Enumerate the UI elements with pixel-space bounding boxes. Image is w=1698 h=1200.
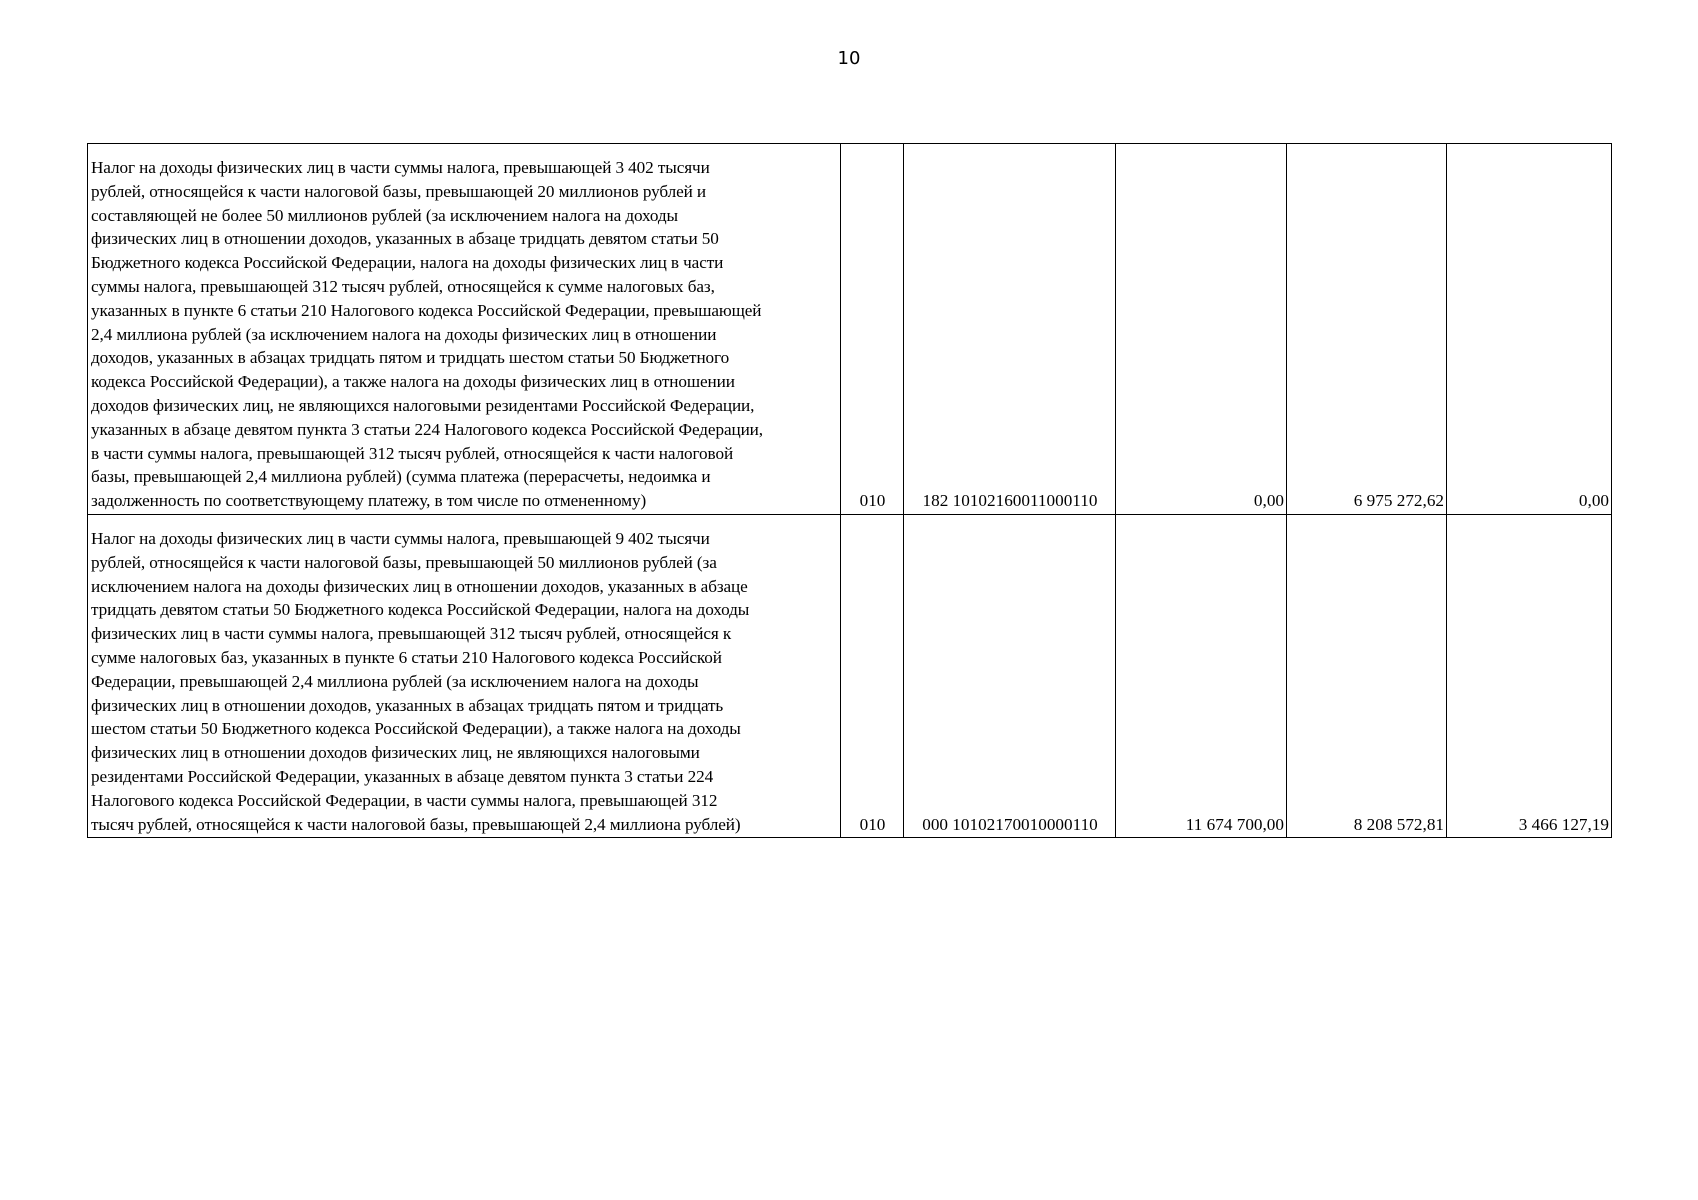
- description-line: Налогового кодекса Российской Федерации, в части суммы налога, превышающей 312: [91, 790, 718, 810]
- description-line: Федерации, превышающей 2,4 миллиона рублей (за исключением налога на доходы: [91, 671, 699, 691]
- description-line: указанных в абзаце девятом пункта 3 статьи 224 Налогового кодекса Российской Федерации,: [91, 419, 763, 439]
- line-code-cell: 010: [841, 144, 904, 515]
- approved-amount-cell: 0,00: [1116, 144, 1287, 515]
- description-line: физических лиц в отношении доходов, указанных в абзацах тридцать пятом и тридцать: [91, 695, 724, 715]
- description-line: Налог на доходы физических лиц в части суммы налога, превышающей 3 402 тысячи: [91, 158, 710, 177]
- executed-amount-cell: 6 975 272,62: [1287, 144, 1447, 515]
- page-number: 10: [837, 48, 861, 69]
- description-line: физических лиц в отношении доходов физических лиц, не являющихся налоговыми: [91, 743, 700, 763]
- description-line: доходов, указанных в абзацах тридцать пятом и тридцать шестом статьи 50 Бюджетного: [91, 348, 730, 368]
- approved-amount-cell: 11 674 700,00: [1116, 514, 1287, 837]
- description-line: физических лиц в отношении доходов, указанных в абзаце тридцать девятом статьи 50: [91, 229, 719, 249]
- description-line: тридцать девятом статьи 50 Бюджетного кодекса Российской Федерации, налога на доходы: [91, 600, 750, 620]
- description-line: сумме налоговых баз, указанных в пункте 6 статьи 210 Налогового кодекса Российской: [91, 647, 722, 667]
- income-description: [88, 144, 841, 515]
- description-line: шестом статьи 50 Бюджетного кодекса Российской Федерации), а также налога на доходы: [91, 719, 741, 739]
- unexecuted-amount-cell: 0,00: [1447, 144, 1612, 515]
- income-table: [87, 143, 1612, 838]
- description-line: в части суммы налога, превышающей 312 тысяч рублей, относящейся к части налоговой: [91, 443, 734, 463]
- description-line: задолженность по соответствующему платежу, в том числе по отмененному): [91, 491, 647, 511]
- description-line: указанных в пункте 6 статьи 210 Налогового кодекса Российской Федерации, превышающей: [91, 300, 762, 320]
- description-line: физических лиц в части суммы налога, превышающей 312 тысяч рублей, относящейся к: [91, 624, 732, 644]
- table-body: [88, 144, 1612, 838]
- description-line: базы, превышающей 2,4 миллиона рублей) (сумма платежа (перерасчеты, недоимка и: [91, 467, 711, 487]
- description-line: рублей, относящейся к части налоговой базы, превышающей 50 миллионов рублей (за: [91, 552, 717, 572]
- description-line: составляющей не более 50 миллионов рублей (за исключением налога на доходы: [91, 205, 678, 225]
- description-line: суммы налога, превышающей 312 тысяч рублей, относящейся к сумме налоговых баз,: [91, 276, 715, 296]
- description-line: Бюджетного кодекса Российской Федерации, налога на доходы физических лиц в части: [91, 253, 724, 273]
- description-line: тысяч рублей, относящейся к части налоговой базы, превышающей 2,4 миллиона рублей): [91, 814, 741, 834]
- description-line: резидентами Российской Федерации, указанных в абзаце девятом пункта 3 статьи 224: [91, 766, 714, 786]
- table-row: [88, 514, 1612, 837]
- line-code-cell: 010: [841, 514, 904, 837]
- kbk-cell: 182 10102160011000110: [904, 144, 1116, 515]
- income-description: [88, 514, 841, 837]
- table-row: [88, 144, 1612, 515]
- description-line: 2,4 миллиона рублей (за исключением налога на доходы физических лиц в отношении: [91, 324, 717, 344]
- description-line: доходов физических лиц, не являющихся налоговыми резидентами Российской Федерации,: [91, 395, 755, 415]
- description-line: кодекса Российской Федерации), а также налога на доходы физических лиц в отношении: [91, 372, 735, 392]
- description-line: исключением налога на доходы физических лиц в отношении доходов, указанных в абзаце: [91, 576, 748, 596]
- executed-amount-cell: 8 208 572,81: [1287, 514, 1447, 837]
- kbk-cell: 000 10102170010000110: [904, 514, 1116, 837]
- description-line: рублей, относящейся к части налоговой базы, превышающей 20 миллионов рублей и: [91, 181, 706, 201]
- unexecuted-amount-cell: 3 466 127,19: [1447, 514, 1612, 837]
- description-line: Налог на доходы физических лиц в части суммы налога, превышающей 9 402 тысячи: [91, 528, 710, 548]
